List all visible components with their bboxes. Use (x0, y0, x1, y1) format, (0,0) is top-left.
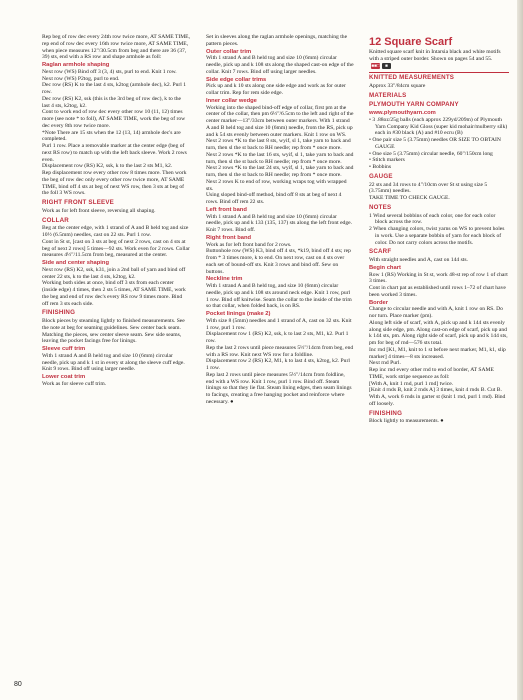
section-heading: COLLAR (42, 216, 69, 224)
section-heading: PLYMOUTH YARN COMPANY (369, 101, 459, 109)
instruction-paragraph: Next rnd Purl. (369, 360, 401, 367)
project-intro: Knitted square scarf knit in Intarsia black and white motifs with a striped outer border. Shown on pages 54 and 55. ■■□ ■ (369, 49, 501, 68)
materials-bullet: • 3 .88oz/25g balls (each approx 229yd/209m) of Plymouth Yarn Company Kid Gloss (super kid mohair/mulberry silk) each in #30 black (A) and #10 ecru (B) (369, 116, 508, 137)
instruction-paragraph: TAKE TIME TO CHECK GAUGE. (369, 195, 450, 202)
subsection-heading: Raglan armhole shaping (42, 62, 110, 68)
subsection-heading: Outer collar trim (206, 48, 252, 55)
instruction-paragraph: Next row (WS) Bind off 3 (3, 4) sts, purl to end. Knit 1 row. (42, 68, 177, 75)
instruction-paragraph: Beg at the center edge, with 1 strand of A and B held tog and size 10½ (6.5mm) needles, cast on 22 sts. Purl 1 row. (42, 225, 189, 238)
instruction-paragraph: Displacement row 2 (RS) K2, M1, k to last 4 sts, k2tog, k2. Purl 1 row. (206, 358, 350, 371)
subsection-heading: Lower coat trim (42, 374, 86, 380)
section-heading: SCARF (369, 248, 392, 256)
subsection-heading: Neckline trim (206, 276, 243, 283)
note-item: 1 Wind several bobbins of each color, one for each color block across the row. (369, 212, 496, 226)
instruction-paragraph: Cont to work end of row dec every other row 10 (11, 12) times more (see note * to foll), AT SAME TIME, work the beg of row dec every 8th row twice more. (42, 109, 186, 129)
difficulty-badges (371, 63, 391, 69)
instruction-paragraph: With A, work 6 rnds in garter st (knit 1 rnd, purl 1 rnd). Bind off loosely. (369, 394, 506, 407)
instruction-paragraph: Next row (WS) P2tog, purl to end. (42, 75, 120, 82)
instruction-paragraph: Buttonhole row (WS) K3, bind off 4 sts, *k19, bind off 4 sts; rep from * 3 times more, k to end. On next row, cast on 4 sts over each set of bound-off sts. Knit 3 rows and bind off. Sew on buttons. (206, 248, 351, 275)
subsection-heading: Left front band (206, 206, 247, 213)
page-number: 80 (14, 681, 22, 688)
instruction-paragraph: Block lightly to measurements. ● (369, 418, 444, 425)
instruction-paragraph: Rep beg of row dec every 24th row twice more, AT SAME TIME, rep end of row dec every 16th row twice more, AT SAME TIME, when piece measures 12"/30.5cm from beg and there are 36 (37, 39) sts, end with a RS row and shape armhole as foll: (42, 34, 190, 61)
subsection-heading: Sleeve cuff trim (42, 346, 86, 352)
instruction-paragraph: Work as for sleeve cuff trim. (42, 380, 107, 387)
subsection-heading: Begin chart (369, 264, 401, 271)
instruction-paragraph: With 1 strand A and B held tog and size 10 (6mm) circular needle, pick up and k 1 st in every st along the sleeve cuff edge. Knit 9 rows. Bind off using larger needle. (42, 352, 185, 373)
subsection-heading: www.plymouthyarn.com (369, 110, 436, 117)
subsection-heading: Right front band (206, 234, 252, 241)
instruction-paragraph: Rep inc rnd every other rnd to end of border, AT SAME TIME, work stripe sequence as foll: (369, 367, 494, 380)
instruction-paragraph: Rep displacement row every other row 8 times more. Then work the beg of row dec only every other row twice more, AT SAME TIME, bind off 4 sts at beg of next WS row, then 3 sts at beg of the foll 3 WS rows. (42, 170, 187, 197)
section-heading: FINISHING (42, 309, 76, 317)
page-edge (517, 0, 523, 700)
skill-level-badge: ■■□ (371, 62, 380, 68)
note-item: 2 When changing colors, twist yarns on WS to prevent holes in work. Use a separate bobbin of yarn for each block of color. Do not carry colors across the motifs. (369, 226, 505, 246)
instruction-paragraph: Cont in chart pat as established until rows 1–72 of chart have been worked 3 times. (369, 285, 506, 298)
materials-bullet: • Bobbins (369, 164, 392, 171)
instruction-paragraph: Working both sides at once, bind off 3 sts from each center (inside edge) 4 times, then 2 sts 5 times, AT SAME TIME, work the beg and end of row dec's every RS row 9 times more. Bind off rem 3 sts each side. (42, 280, 186, 307)
section-heading: KNITTED MEASUREMENTS (369, 74, 455, 82)
size-badge: ■ (382, 63, 391, 69)
instruction-paragraph: Rep last 2 rows until piece measures 5½"/14cm from foldline, end with a WS row. Knit 1 row, purl 1 row. Bind off. Steam linings so that they lie flat. Steam lining edges, then seam linings to facings, creating a free hanging pocket and reinforce where necessary. ● (206, 371, 352, 405)
instruction-paragraph: [With A, knit 1 rnd, purl 1 rnd] twice. (369, 380, 454, 387)
materials-bullet: • One pair size 5 (3.75mm) needles OR SIZE TO OBTAIN GAUGE (369, 137, 501, 150)
instruction-paragraph: Displacement row (RS) K2, ssk, k to the last 2 sts M1, k2. (42, 163, 173, 170)
instruction-paragraph: Row 1 (RS) Working in St st, work 48-st rep of row 1 of chart 3 times. (369, 271, 508, 285)
instruction-paragraph: Working into the shaped bind-off edge of collar, first pm at the center of the collar, then pm 6½"/6.5cm to the left and right of the center marker—13"/33cm between outer markers. With 1 strand A and B held tog and size 10 (6mm) needle, from the RS, pick up and k 54 sts evenly between outer markers. Knit 1 row on WS. (206, 104, 354, 138)
instruction-paragraph: Next 2 rows *K to the last 16 sts, wyif, sl 1, take yarn to back and turn, then sl the st back to RH needle; rep from * once more. (206, 151, 354, 165)
instruction-paragraph: Next 2 rows *K to the last 24 sts, wyif, sl 1, take yarn to back and turn, then sl the st back to RH needle; rep from * once more. (206, 165, 354, 178)
instruction-paragraph: Approx 33"/84cm square (369, 82, 426, 89)
project-title (369, 36, 509, 49)
instruction-paragraph: *Note There are 15 sts when the 12 (13, 14) armhole dec's are completed. (42, 129, 181, 143)
instruction-paragraph: Using sloped bind-off method, bind off 8 sts at beg of next 4 rows. Bind off rem 22 sts. (206, 192, 342, 205)
instruction-paragraph: With 1 strand A and B held tog, and size 10 (6mm) circular needle, pick up and k 108 sts around neck edge. Knit 1 row, purl 1 row. Bind off knitwise. Seam the collar to the inside of the trim so that collar, when folded back, is on RS. (206, 283, 352, 310)
instruction-paragraph: With size 8 (5mm) needles and 1 strand of A, cast on 32 sts. Knit 1 row, purl 1 row. (206, 317, 352, 331)
instruction-paragraph: Next 2 rows K to end of row, working wraps tog with wrapped sts. (206, 178, 347, 192)
instruction-paragraph: Next row (RS) K2, ssk, k31, join a 2nd ball of yarn and bind off center 22 sts, k to the last 4 sts, k2tog, k2. (42, 266, 186, 280)
instruction-paragraph: 22 sts and 34 rows to 4"/10cm over St st using size 5 (3.75mm) needles. (369, 181, 488, 195)
section-heading: MATERIALS (369, 91, 407, 99)
instruction-paragraph: Cont in St st, [cast on 3 sts at beg of next 2 rows, cast on 4 sts at beg of next 2 rows] 5 times—92 sts. Work even for 2 rows. Collar measures 4½"/11.5cm from beg, measured at the center. (42, 238, 190, 259)
column-left (42, 34, 190, 388)
instruction-paragraph: Displacement row 1 (RS) K2, ssk, k to last 2 sts, M1, k2. Purl 1 row. (206, 331, 349, 344)
instruction-paragraph: Dec row (RS) K to the last 4 sts, k2tog (armhole dec), k2. Purl 1 row. (42, 82, 187, 95)
section-heading: RIGHT FRONT SLEEVE (42, 199, 115, 206)
instruction-paragraph: Along left side of scarf, with A, pick up and k 144 sts evenly along side edge, pm. Along cast-on edge of scarf, pick up and k 144 sts, pm. Along right side of scarf, pick up and k 144 sts, pm for beg of rnd—576 sts total. (369, 319, 508, 347)
instruction-paragraph: With straight needles and A, cast on 144 sts. (369, 257, 468, 264)
section-heading: FINISHING (369, 409, 403, 417)
instruction-paragraph: Set in sleeves along the raglan armhole openings, matching the pattern pieces. (206, 34, 348, 47)
subsection-heading: Side and center shaping (42, 260, 110, 266)
subsection-heading: Inner collar wedge (206, 97, 257, 104)
instruction-paragraph: Dec row (RS) K2, ssk (this is the 3rd beg of row dec), k to the last 4 sts, k2tog, k2. (42, 95, 182, 109)
instruction-paragraph: Next 2 rows *K to the last 8 sts, wyif, sl 1, take yarn to back and turn, then sl the st back to RH needle; rep from * once more. (206, 138, 351, 151)
column-right (369, 36, 509, 425)
column-middle (206, 34, 354, 406)
instruction-paragraph: With 1 strand A and B held tog and size 10 (6mm) circular needle, pick up and k 133 (135, 137) sts along the left front edge. Knit 7 rows. Bind off. (206, 213, 353, 233)
materials-bullet: • One size 5 (3.75mm) circular needle, 60"/150cm long (369, 150, 493, 157)
scarf-sections (369, 75, 509, 425)
instruction-paragraph: Work as for left front band for 2 rows. (206, 241, 292, 248)
materials-bullet: • Stitch markers (369, 157, 405, 164)
instruction-paragraph: Purl 1 row. Place a removable marker at the center edge (beg of next RS row) to match up with the left back sleeve. Work 2 rows even. (42, 143, 187, 163)
instruction-paragraph: With 1 strand A and B held tog and size 10 (6mm) circular needle, pick up and k 108 sts along the shaped cast-on edge of the collar. Knit 7 rows. Bind off using larger needles. (206, 55, 354, 75)
instruction-paragraph: Inc rnd [K1, M1, knit to 1 st before next marker, M1, k1, slip marker] 4 times—8 sts increased. (369, 346, 506, 360)
project-number: 12 (369, 36, 382, 48)
subsection-heading: Border (369, 299, 389, 306)
instruction-paragraph: Work as for left front sleeve, reversing all shaping. (42, 207, 156, 214)
instruction-paragraph: Pick up and k 10 sts along one side edge and work as for outer collar trim. Rep for rem side edge. (206, 83, 346, 96)
section-heading: NOTES (369, 203, 392, 211)
project-name: Square Scarf (384, 36, 453, 48)
section-divider (369, 72, 509, 73)
instruction-paragraph: Rep the last 2 rows until piece measures 5½"/14cm from beg, end with a RS row. Knit next WS row for a foldline. (206, 344, 354, 358)
instruction-paragraph: [Knit 4 rnds B, knit 2 rnds A] 3 times, knit 4 rnds B. Cut B. (369, 387, 502, 394)
subsection-heading: Side edge collar trims (206, 76, 267, 83)
instruction-paragraph: Change to circular needle and with A, knit 1 row on RS. Do nor turn. Place marker (pm). (369, 306, 503, 320)
instruction-paragraph: Block pieces by steaming lightly to finished measurements. See the note at beg for seaming guidelines. Sew center back seam. Matching the pieces, sew center sleeve seam. Sew side seams, leaving the pocket facings free for linings. (42, 318, 185, 345)
subsection-heading: Pocket linings (make 2) (206, 311, 271, 317)
section-heading: GAUGE (369, 172, 393, 180)
